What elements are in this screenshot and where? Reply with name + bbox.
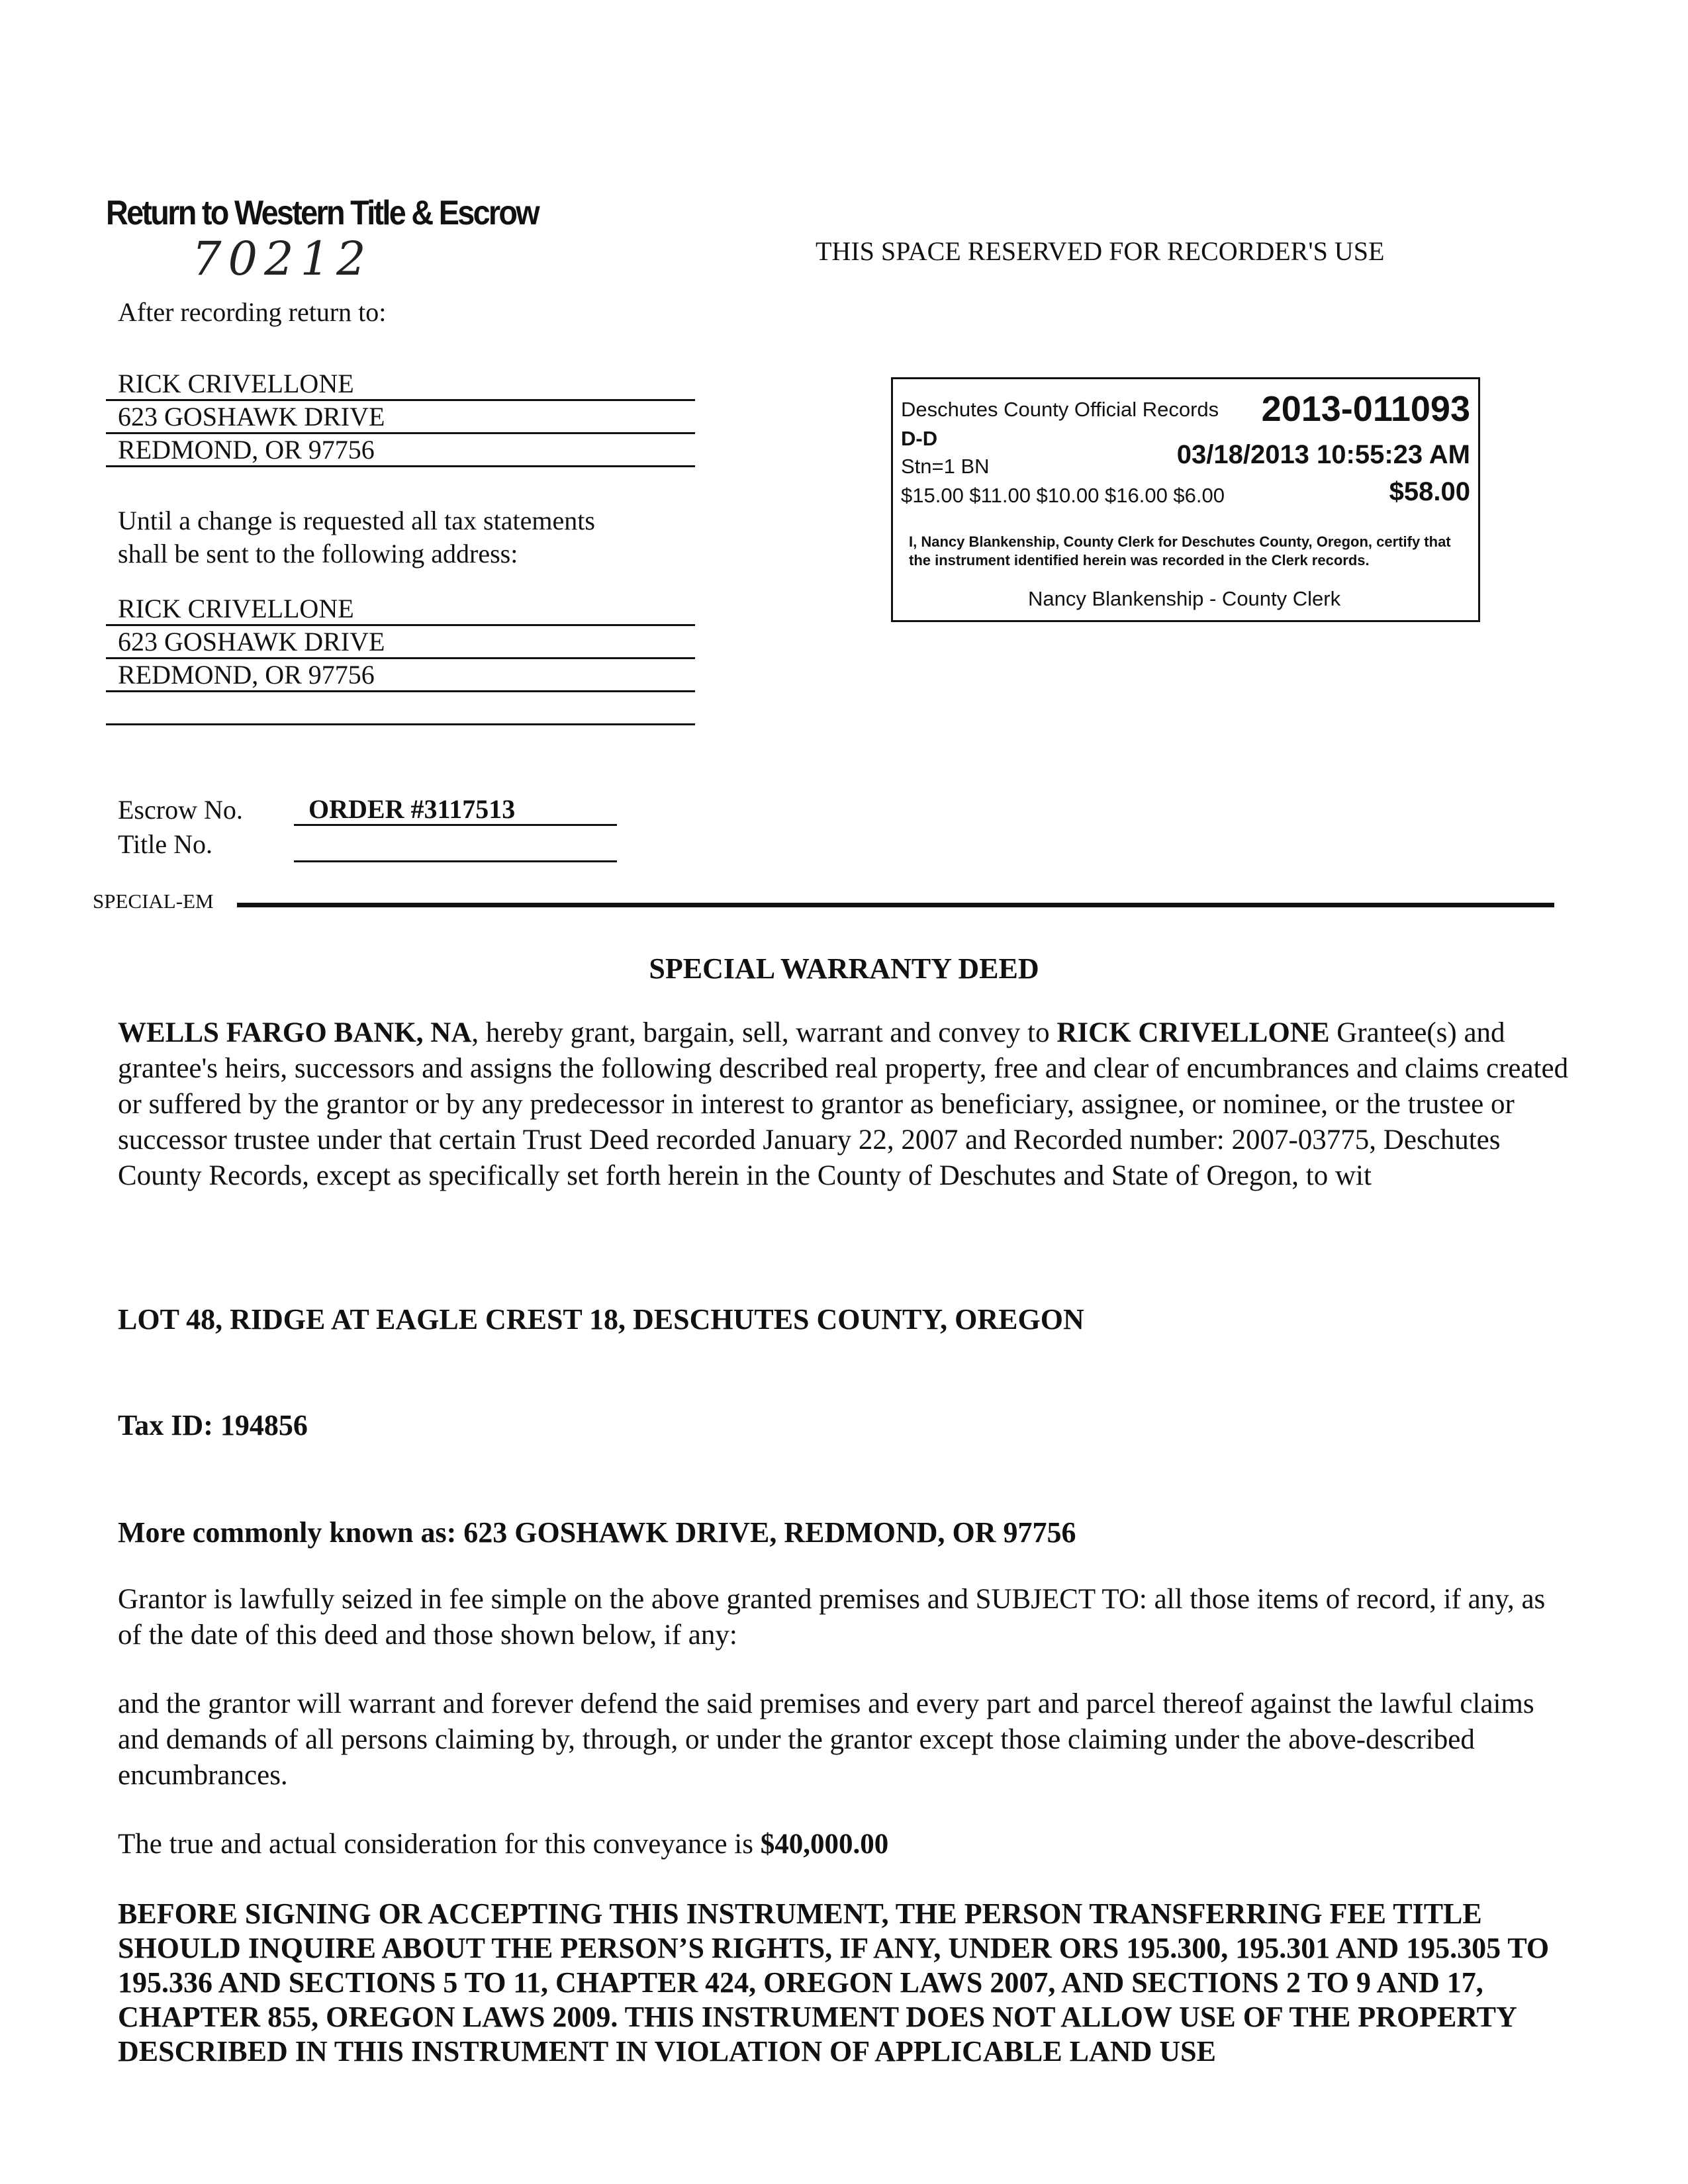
consideration-amount: $40,000.00 — [760, 1829, 889, 1860]
commonly-known-as: More commonly known as: 623 GOSHAWK DRIVE, REDMOND, OR 97756 — [118, 1516, 1076, 1549]
defend-paragraph: and the grantor will warrant and forever defend the said premises and every part and parcel thereof against the lawful claims and demands of all persons claiming by, through, or under the grantor except those claiming under the above-described encumbrances. — [118, 1688, 1534, 1791]
handwritten-number: 70212 — [192, 232, 373, 286]
after-recording-label: After recording return to: — [118, 297, 387, 327]
tax-city: REDMOND, OR 97756 — [106, 659, 695, 692]
escrow-number-label: Escrow No. — [118, 795, 243, 825]
grantor-name: WELLS FARGO BANK, NA — [118, 1017, 472, 1048]
tax-note-line-2: shall be sent to the following address: — [118, 539, 518, 569]
clerk-certification: I, Nancy Blankenship, County Clerk for Deschutes County, Oregon, certify that the instrument identified herein was recorded in the Clerk records. — [909, 533, 1451, 569]
recording-number: 2013-011093 — [1261, 389, 1470, 429]
return-stamp: Return to Western Title & Escrow — [106, 194, 539, 232]
recording-stamp-box — [891, 377, 1480, 622]
divider-rule — [237, 903, 1554, 907]
tax-name: RICK CRIVELLONE — [106, 593, 695, 626]
escrow-labels — [118, 793, 243, 862]
special-em-label: SPECIAL-EM — [93, 889, 214, 913]
recording-fees: $15.00 $11.00 $10.00 $16.00 $6.00 — [901, 484, 1225, 507]
escrow-number-value: ORDER #3117513 — [294, 793, 617, 826]
recording-total: $58.00 — [1389, 477, 1470, 506]
legal-description: LOT 48, RIDGE AT EAGLE CREST 18, DESCHUTES COUNTY, OREGON — [118, 1303, 1084, 1336]
county-records-label: Deschutes County Official Records — [901, 398, 1219, 421]
tax-note-line-1: Until a change is requested all tax statements — [118, 506, 595, 535]
grantee-name: RICK CRIVELLONE — [1056, 1017, 1330, 1048]
consideration-paragraph — [118, 1827, 1574, 1862]
grant-paragraph — [118, 1015, 1574, 1194]
tax-statement-note — [118, 504, 595, 570]
recording-datetime: 03/18/2013 10:55:23 AM — [1176, 440, 1470, 469]
tax-blank-line — [106, 692, 695, 725]
title-number-line — [294, 827, 617, 862]
land-use-warning: BEFORE SIGNING OR ACCEPTING THIS INSTRUMENT, THE PERSON TRANSFERRING FEE TITLE SHOULD INQUIRE ABOUT THE PERSON’S RIGHTS, IF ANY, UNDER ORS 195.300, 195.301 AND 195.305 TO 195.336 AND SECTIONS 5 TO 11, CHAPTER 424, OREGON LAWS 2007, AND SECTIONS 2 TO 9 AND 17, CHAPTER 855, OREGON LAWS 2009. THIS INSTRUMENT DOES NOT ALLOW USE OF THE PROPERTY DESCRIBED IN THIS INSTRUMENT IN VIOLATION OF APPLICABLE LAND USE — [118, 1897, 1550, 2068]
return-city: REDMOND, OR 97756 — [106, 434, 695, 467]
consideration-text: The true and actual consideration for this conveyance is — [118, 1829, 761, 1860]
grant-text-3: , except as specifically set forth herein in the County of Deschutes and State of Oregon, to wit — [302, 1160, 1372, 1191]
deed-title: SPECIAL WARRANTY DEED — [649, 952, 1039, 985]
clerk-signature: Nancy Blankenship - County Clerk — [1028, 587, 1341, 610]
grant-text-1: , hereby grant, bargain, sell, warrant and convey to — [471, 1017, 1057, 1048]
return-street: 623 GOSHAWK DRIVE — [106, 401, 695, 434]
tax-id: Tax ID: 194856 — [118, 1409, 308, 1441]
title-number-label: Title No. — [118, 829, 213, 859]
recorder-space-label: THIS SPACE RESERVED FOR RECORDER'S USE — [816, 236, 1385, 266]
station-code: Stn=1 BN — [901, 455, 990, 478]
seized-paragraph: Grantor is lawfully seized in fee simple on the above granted premises and SUBJECT TO: all those items of record, if any, as of the date of this deed and those shown below, if any: — [118, 1584, 1546, 1651]
return-name: RICK CRIVELLONE — [106, 368, 695, 401]
tax-street: 623 GOSHAWK DRIVE — [106, 626, 695, 659]
document-type: D-D — [901, 427, 938, 450]
grant-text-2: Grantee(s) and grantee's heirs, successors and assigns the following described real property, free and clear of encumbrances and claims created or suffered by the grantor or by any predecessor in interest to grantor as beneficiary, assignee, or nominee, or the trustee or successor trustee under that certain Trust Deed recorded January 22, 2007 and Recorded number: 2007-03775, Deschutes County Records — [118, 1017, 1569, 1191]
